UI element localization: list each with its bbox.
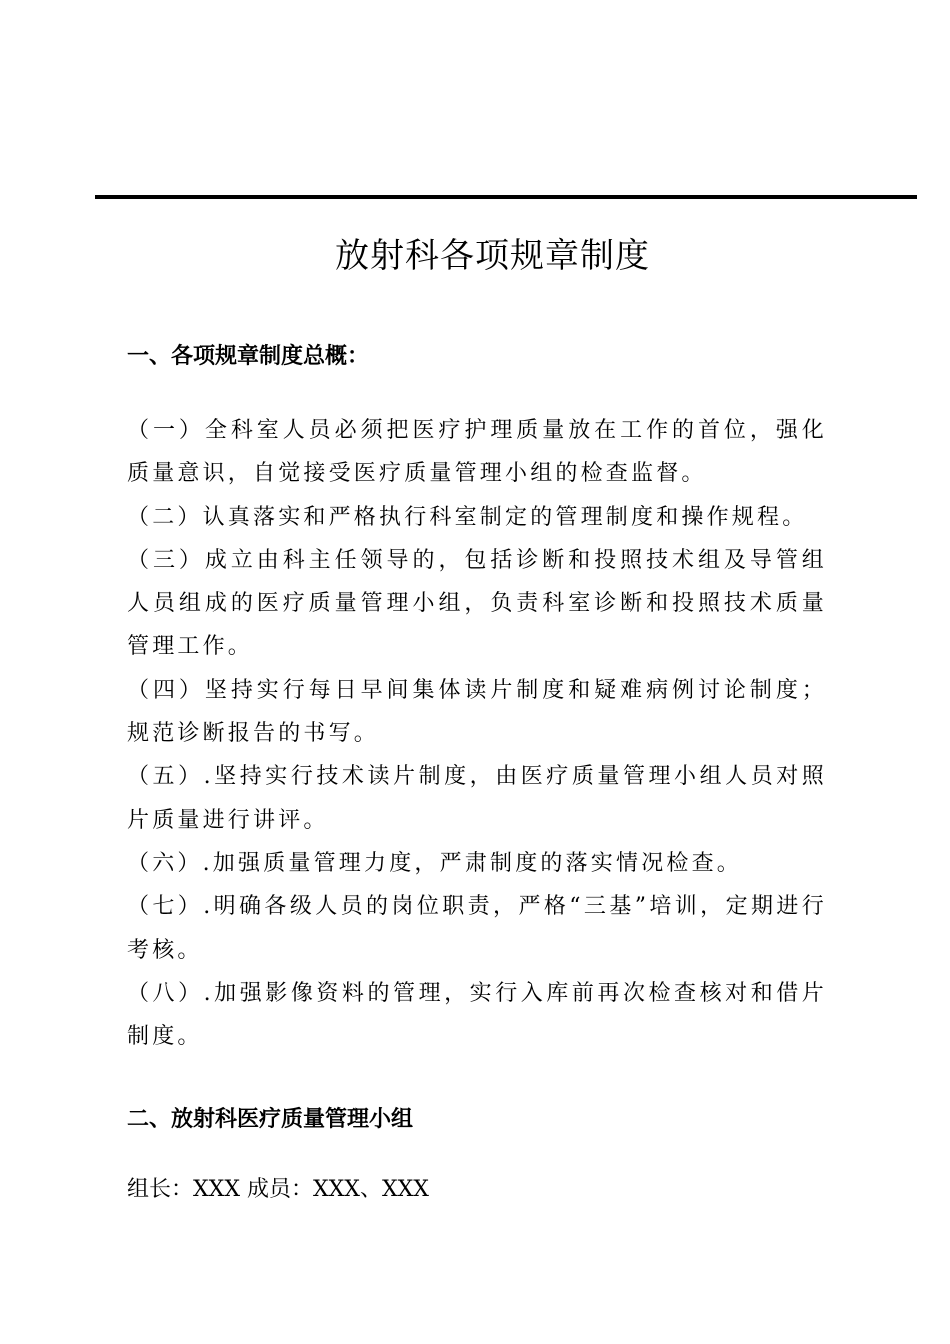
team-members: 组长：XXX 成员：XXX、XXX [127, 1177, 429, 1202]
rule-item-1: （一）全科室人员必须把医疗护理质量放在工作的首位，强化质量意识，自觉接受医疗质量管理小组的检查监督。 [127, 418, 827, 487]
top-divider [95, 195, 917, 199]
rule-item-8: （八）.加强影像资料的管理，实行入库前再次检查核对和借片制度。 [127, 980, 827, 1050]
section-heading-overview: 一、各项规章制度总概： [127, 344, 370, 369]
section-heading-quality-team: 二、放射科医疗质量管理小组 [127, 1107, 414, 1132]
rules-list [127, 409, 827, 1058]
rule-item-3: （三）成立由科主任领导的，包括诊断和投照技术组及导管组人员组成的医疗质量管理小组，负责科室诊断和投照技术质量管理工作。 [127, 547, 827, 660]
document-title: 放射科各项规章制度 [335, 236, 650, 276]
rule-item-5: （五）.坚持实行技术读片制度，由医疗质量管理小组人员对照片质量进行讲评。 [127, 764, 827, 833]
rule-item-4: （四）坚持实行每日早间集体读片制度和疑难病例讨论制度；规范诊断报告的书写。 [127, 677, 827, 747]
rule-item-7: （七）.明确各级人员的岗位职责，严格“三基”培训，定期进行考核。 [127, 894, 827, 963]
rule-item-6: （六）.加强质量管理力度，严肃制度的落实情况检查。 [127, 850, 742, 876]
rule-item-2: （二）认真落实和严格执行科室制定的管理制度和操作规程。 [127, 504, 808, 530]
